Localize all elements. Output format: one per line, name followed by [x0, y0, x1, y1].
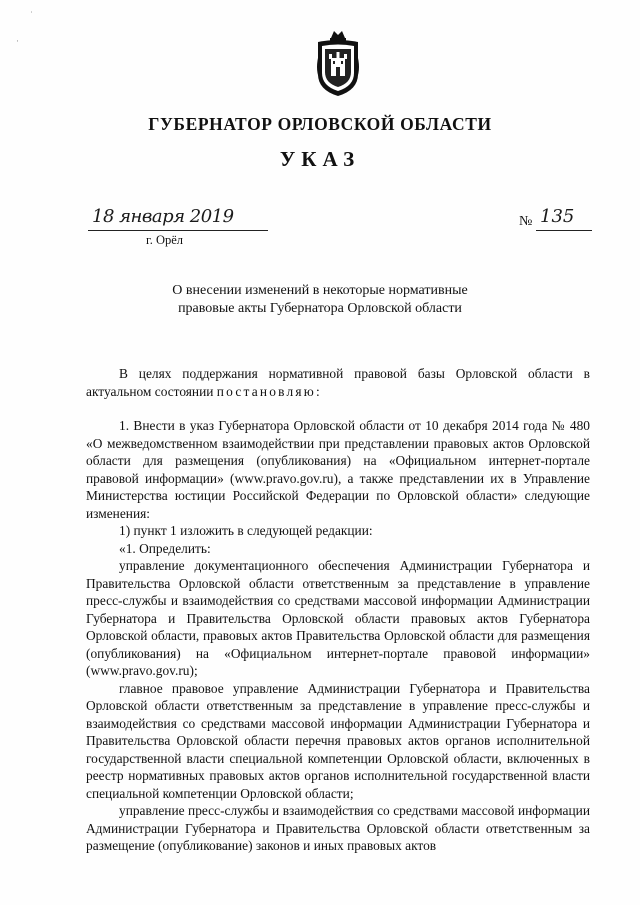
- document-type-heading: УКАЗ: [279, 147, 361, 171]
- clause-paragraph: управление пресс-службы и взаимодействия со средствами массовой информации Администрации Губернатора и Правительства Орловской области ответственным за размещение (опубликование) законов и иных правовых актов: [86, 803, 590, 853]
- document-title-line: О внесении изменений в некоторые нормативные: [172, 283, 468, 298]
- clause-paragraph: управление документационного обеспечения Администрации Губернатора и Правительства Орловской области ответственным за представление в управление пресс-службы и взаимодействия со средствами массовой информации Администрации Губернатора и Правительства Орловской области правовых актов Губернатора Орловской области, правовых актов Правительства Орловской области для размещения (опубликования) на «Официальном интернет-портале правовой информации» (www.pravo.gov.ru);: [86, 558, 590, 678]
- date-underline: [88, 230, 268, 231]
- scan-speck: ·: [16, 36, 19, 46]
- clause-paragraph: 1) пункт 1 изложить в следующей редакции:: [119, 523, 373, 538]
- number-underline: [536, 230, 592, 231]
- coat-of-arms-emblem: [314, 28, 362, 98]
- handwritten-document-number: 135: [540, 206, 575, 227]
- issuing-authority-heading: ГУБЕРНАТОР ОРЛОВСКОЙ ОБЛАСТИ: [148, 114, 492, 134]
- issue-city: г. Орёл: [146, 233, 184, 247]
- document-title-line: правовые акты Губернатора Орловской области: [178, 301, 462, 316]
- preamble-end: :: [315, 383, 320, 399]
- preamble-text: В целях поддержания нормативной правовой базы Орловской области в актуальном состоянии: [86, 366, 590, 399]
- document-number-label: №: [519, 214, 533, 229]
- document-title: [120, 282, 520, 318]
- decree-word: постановляю: [216, 383, 316, 399]
- document-body: [86, 365, 590, 855]
- clause-paragraph: «1. Определить:: [119, 540, 211, 556]
- handwritten-date: 18 января 2019: [92, 206, 234, 227]
- clause-paragraph: главное правовое управление Администрации Губернатора и Правительства Орловской области ответственным за представление в управление пресс-службы и взаимодействия со средствами массовой информации Администрации Губернатора и Правительства Орловской области перечня правовых актов органов исполнительной государственной власти специальной компетенции Орловской области, включенных в реестр нормативных правовых актов органов исполнительной государственной власти специальной компетенции Орловской области;: [86, 680, 590, 801]
- preamble-paragraph: [86, 365, 590, 400]
- scan-speck: ˙: [30, 10, 33, 20]
- clause-paragraph: 1. Внести в указ Губернатора Орловской области от 10 декабря 2014 года № 480 «О межведомственном взаимодействии при представлении правовых актов Орловской области для размещения (опубликования) на «Официальном интернет-портале правовой информации» (www.pravo.gov.ru), а также представлении их в Управление Министерства юстиции Российской Федерации по Орловской области» следующие изменения:: [86, 418, 590, 521]
